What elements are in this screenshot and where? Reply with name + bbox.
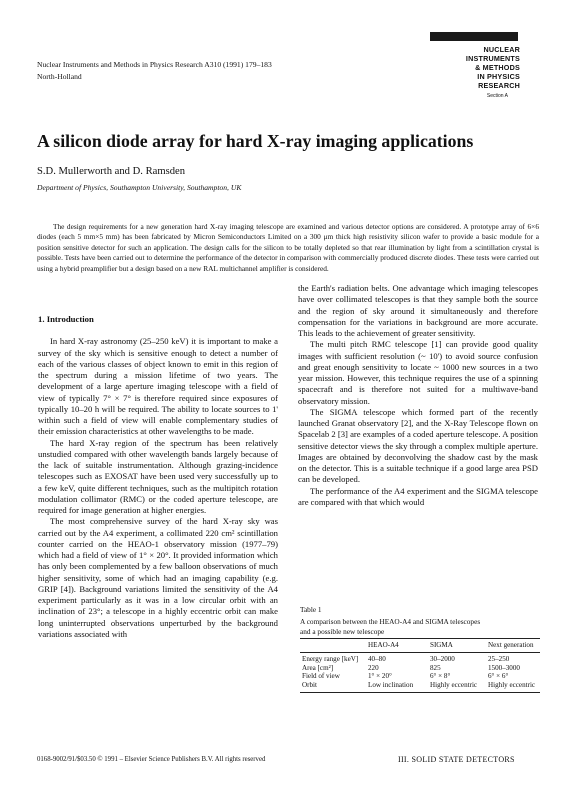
table-cell: Energy range [keV]	[302, 654, 359, 663]
table-cell: Low inclination	[366, 681, 428, 692]
table-cell: Highly eccentric	[428, 681, 486, 692]
paragraph: The hard X-ray region of the spectrum has been relatively unstudied compared with other wavelength bands largely because of the lack of suitable instrumentation. Although grazing-incidence telescopes such as EXOSAT have been used very successfully up to a few keV, quite different techniques, such as the multipitch rotation modulation collimator (RMC) or the coded aperture telescope, are required for image generation at higher energies.	[38, 437, 278, 515]
section-footer: III. SOLID STATE DETECTORS	[398, 755, 515, 764]
article-affiliation: Department of Physics, Southampton University, Southampton, UK	[37, 183, 242, 192]
copyright-footer: 0168-9002/91/$03.50 © 1991 – Elsevier Science Publishers B.V. All rights reserved	[37, 756, 266, 763]
table-cell: 825	[430, 663, 441, 672]
paragraph: The performance of the A4 experiment and the SIGMA telescope are compared with that which would	[298, 485, 538, 507]
left-column	[38, 282, 278, 640]
journal-logo	[428, 32, 520, 102]
table-header: Next generation	[486, 639, 540, 653]
paragraph: The most comprehensive survey of the hard X-ray sky was carried out by the A4 experiment, a collimated 220 cm² scintillation counter carried on the HEAO-1 observatory mission (1977–79) which had a field of view of 1° × 20°. It provided information which has only been complemented by a few balloon observations of much higher sensitivity, some of which had an imaging capability (e.g. GRIP [4]). Background variations limited the sensitivity of the A4 experiment particularly as it was in a low circular orbit with an inclination of 23°; a telescope in a highly eccentric orbit can make long uninterrupted observations unperturbed by the background variations associated with	[38, 516, 278, 639]
paragraph: the Earth's radiation belts. One advantage which imaging telescopes have over collimated telescopes is that they sample both the source and the region of sky around it simultaneously and therefore compensation for the variations in background are more accurate. This leads to the achievement of greater sensitivity.	[298, 283, 538, 338]
table-row	[300, 672, 540, 681]
paragraph: In hard X-ray astronomy (25–250 keV) it is important to make a survey of the sky which is sensitive enough to detect a number of each of the various classes of object known to emit in this region of the spectrum during a mission lifetime of two years. The development of a large aperture imaging telescope with a field of view of typically 7° × 7° is therefore required since exposures of typically 10–20 h will be required. The ability to locate sources to 1' within such a field of view will enable complementary studies of their emission characteristics at other wavelengths to be made.	[38, 336, 278, 437]
table-cell: 1500–3000	[488, 663, 520, 672]
table-cell: Field of view	[302, 672, 340, 681]
table-cell: 40–80	[368, 654, 386, 663]
table-caption: Table 1 A comparison between the HEAO-A4 and SIGMA telescopes and a possible new telescope	[300, 605, 540, 638]
table-label: Table 1	[300, 605, 322, 614]
table-header	[300, 639, 366, 653]
abstract: The design requirements for a new generation hard X-ray imaging telescope are examined and various detector options are considered. A prototype array of 6×6 diodes (each 5 mm×5 mm) has been fabricated by Micron Semiconductors Limited on a 300 μm thick high resistivity silicon wafer to provide a basic module for a position sensitive detector for such an application. The design calls for the silicon to be totally depleted so that rear illumination by light from a scintillation crystal is possible. Tests have been carried out to determine the performance of the detector in comparison with commercially produced discrete diodes. These tests were carried out using a hybrid preamplifier but a design based on a new RAL multichannel amplifier is considered.	[37, 222, 539, 273]
table-header: SIGMA	[428, 639, 486, 653]
paragraph: The multi pitch RMC telescope [1] can provide good quality images with sufficient resolution (~ 10') to avoid source confusion and great enough sensitivity to locate ~ 1000 new sources in a two year mission. However, this technique requires the use of a spinning spacecraft and is therefore not suited for a multiwave-band observatory mission.	[298, 339, 538, 406]
table-header: HEAO-A4	[366, 639, 428, 653]
table-row	[300, 652, 540, 663]
table-cell: 1° × 20°	[368, 672, 392, 681]
publisher: North-Holland	[37, 72, 82, 81]
article-title: A silicon diode array for hard X-ray imaging applications	[37, 131, 474, 151]
table-cell: 220	[368, 663, 379, 672]
comparison-table	[300, 638, 540, 693]
table-cell: 6° × 8°	[430, 672, 451, 681]
journal-citation: Nuclear Instruments and Methods in Physics Research A310 (1991) 179–183	[37, 60, 272, 69]
journal-header	[37, 59, 367, 83]
table-cell: Highly eccentric	[486, 681, 540, 692]
table-cell: 6° × 6°	[488, 672, 509, 681]
table-row	[300, 664, 540, 673]
logo-section: Section A	[486, 93, 508, 99]
table-cell: 30–2000	[430, 654, 455, 663]
table-cell: 25–250	[488, 654, 510, 663]
article-authors: S.D. Mullerworth and D. Ramsden	[37, 166, 186, 177]
table-row	[300, 681, 540, 692]
right-column	[298, 283, 538, 508]
section-heading: 1. Introduction	[38, 314, 94, 324]
logo-bar	[430, 32, 518, 41]
table-cell: Area [cm²]	[302, 663, 334, 672]
paragraph: The SIGMA telescope which formed part of the recently launched Granat observatory [2], and the X-Ray Telescope flown on Spacelab 2 [3] are examples of a coded aperture telescope. A position sensitive detector views the sky through a complex multiple aperture. Images are obtained by deconvolving the shadow cast by the mask on the detector. This is a suitable technique if a good large area PSD can be developed.	[298, 406, 538, 485]
table-header-row	[300, 639, 540, 653]
table-cell: Orbit	[300, 681, 366, 692]
logo-text: NUCLEAR INSTRUMENTS & METHODS IN PHYSICS RESEARCH	[465, 45, 520, 90]
